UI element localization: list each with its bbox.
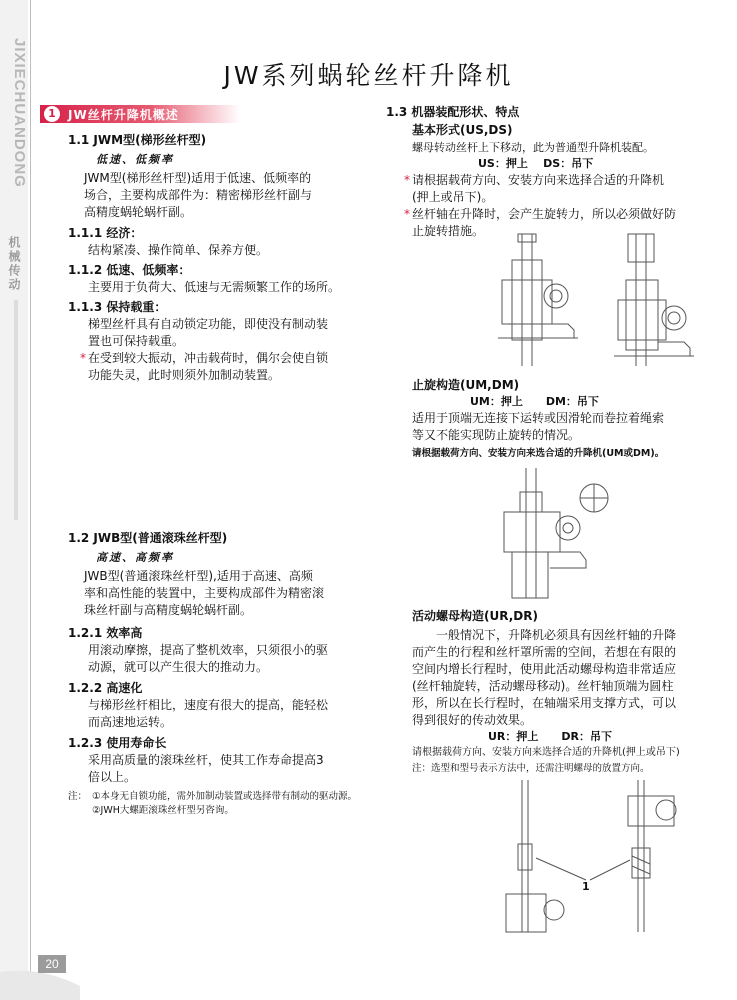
paragraph-line: (押上或吊下)。 xyxy=(412,190,494,204)
paragraph-line: JWM型(梯形丝杆型)适用于低速、低频率的 xyxy=(84,171,312,185)
paragraph-line: 率和高性能的装置中，主要构成部件为精密滚 xyxy=(84,586,325,600)
sidebar-category: 机械传动 xyxy=(7,236,21,292)
us-ds-drawing xyxy=(488,230,708,370)
paragraph-line: 得到很好的传动效果。 xyxy=(412,713,533,727)
note-label: 注： xyxy=(68,791,88,802)
paragraph-line: 主要用于负荷大、低速与无需频繁工作的场所。 xyxy=(88,280,341,294)
paragraph-line: 用滚动摩擦，提高了整机效率，只须很小的驱 xyxy=(88,643,329,657)
paragraph-line: 与梯形丝杆相比，速度有很大的提高，能轻松 xyxy=(88,698,329,712)
paragraph-line: 形，所以在长行程时，在轴端采用支撑方式，可以 xyxy=(412,696,677,710)
paragraph-line: 请根据载荷方向、安装方向来选合适的升降机(UM或DM)。 xyxy=(412,448,665,459)
paragraph-line: 梯型丝杆具有自动锁定功能，即使没有制动装 xyxy=(88,317,329,331)
heading-1-3: 1.3 机器装配形状、特点 xyxy=(386,105,520,119)
paragraph-line: 而产生的行程和丝杆罩所需的空间，若想在有限的 xyxy=(412,645,677,659)
heading-1-1-1: 1.1.1 经济： xyxy=(68,226,143,240)
subheading-1-1: 低速、低频率 xyxy=(96,153,174,166)
paragraph-line: 请根据载荷方向、安装方向来选择合适的升降机 xyxy=(412,173,665,187)
paragraph-line: 而高速地运转。 xyxy=(88,715,173,729)
paragraph-line: 动源，就可以产生很大的推动力。 xyxy=(88,660,269,674)
paragraph-line: 请根据载荷方向、安装方向来选择合适的升降机(押上或吊下) xyxy=(412,747,680,758)
section-number-badge: 1 xyxy=(44,106,60,122)
paragraph-line: 高精度蜗轮蜗杆副。 xyxy=(84,205,193,219)
ur-dr-drawing xyxy=(492,776,712,936)
subheading-basic-form: 基本形式(US,DS) xyxy=(412,123,513,137)
heading-1-1-2: 1.1.2 低速、低频率： xyxy=(68,263,191,277)
paragraph-line: 置也可保持载重。 xyxy=(88,334,185,348)
paragraph-line: 结构紧凑、操作简单、保养方便。 xyxy=(88,243,269,257)
callout-number: 1 xyxy=(582,880,590,893)
paragraph-line: 在受到较大振动，冲击载荷时，偶尔会使自锁 xyxy=(88,351,329,365)
paragraph-line: 丝杆轴在升降时，会产生旋转力，所以必须做好防 xyxy=(412,207,677,221)
paragraph-line: 场合，主要构成部件为：精密梯形丝杆副与 xyxy=(84,188,313,202)
asterisk-marker: * xyxy=(404,207,410,221)
paragraph-line: 等又不能实现防止旋转的情况。 xyxy=(412,428,581,442)
page-title: JW系列蜗轮丝杆升降机 xyxy=(223,61,514,90)
asterisk-marker: * xyxy=(80,351,86,365)
heading-1-2-2: 1.2.2 高速化 xyxy=(68,681,143,695)
paragraph-line: 珠丝杆副与高精度蜗轮蜗杆副。 xyxy=(84,603,253,617)
heading-1-2-3: 1.2.3 使用寿命长 xyxy=(68,736,167,750)
paragraph-line: 采用高质量的滚珠丝杆，使其工作寿命提高3 xyxy=(88,753,324,767)
heading-1-1-3: 1.1.3 保持载重： xyxy=(68,300,167,314)
heading-1-2-1: 1.2.1 效率高 xyxy=(68,626,143,640)
mount-labels: UR：押上 DR：吊下 xyxy=(488,730,612,743)
paragraph-line: 空间内增长行程时，使用此活动螺母构造非常适应 xyxy=(412,662,677,676)
paragraph-line: 功能失灵，此时则须外加制动装置。 xyxy=(88,368,281,382)
sidebar-accent-bar xyxy=(14,300,18,520)
paragraph-line: 一般情况下，升降机必须具有因丝杆轴的升降 xyxy=(436,628,677,642)
um-dm-drawing xyxy=(490,462,620,602)
note-line: ①本身无自锁功能，需外加制动装置或选择带有制动的驱动源。 xyxy=(92,791,358,802)
paragraph-line: 止旋转措施。 xyxy=(412,224,485,238)
paragraph-line: 适用于顶端无连接下运转或因滑轮而卷拉着绳索 xyxy=(412,411,665,425)
asterisk-marker: * xyxy=(404,173,410,187)
subheading-movable-nut: 活动螺母构造(UR,DR) xyxy=(412,609,538,623)
paragraph-line: (丝杆轴旋转，活动螺母移动)。丝杆轴顶端为圆柱 xyxy=(412,679,674,693)
paragraph-line: 螺母转动丝杆上下移动，此为普通型升降机装配。 xyxy=(412,141,654,154)
sidebar-brand: JIXIECHUANDONG xyxy=(11,38,28,188)
note-line: ②JWH大螺距滚珠丝杆型另咨询。 xyxy=(92,805,234,816)
page-number: 20 xyxy=(38,955,66,973)
mount-labels: UM：押上 DM：吊下 xyxy=(470,395,599,408)
section-title: JW丝杆升降机概述 xyxy=(68,108,179,122)
sidebar-divider xyxy=(30,0,31,1000)
subheading-1-2: 高速、高频率 xyxy=(96,551,174,564)
paragraph-line: 倍以上。 xyxy=(88,770,137,784)
paragraph-line: 注：选型和型号表示方法中，还需注明螺母的放置方向。 xyxy=(412,763,650,774)
subheading-stop-rotation: 止旋构造(UM,DM) xyxy=(412,378,520,392)
mount-labels: US：押上 DS：吊下 xyxy=(478,157,594,170)
heading-1-2: 1.2 JWB型(普通滚珠丝杆型) xyxy=(68,531,228,545)
heading-1-1: 1.1 JWM型(梯形丝杆型) xyxy=(68,133,207,147)
paragraph-line: JWB型(普通滚珠丝杆型),适用于高速、高频 xyxy=(84,569,313,583)
